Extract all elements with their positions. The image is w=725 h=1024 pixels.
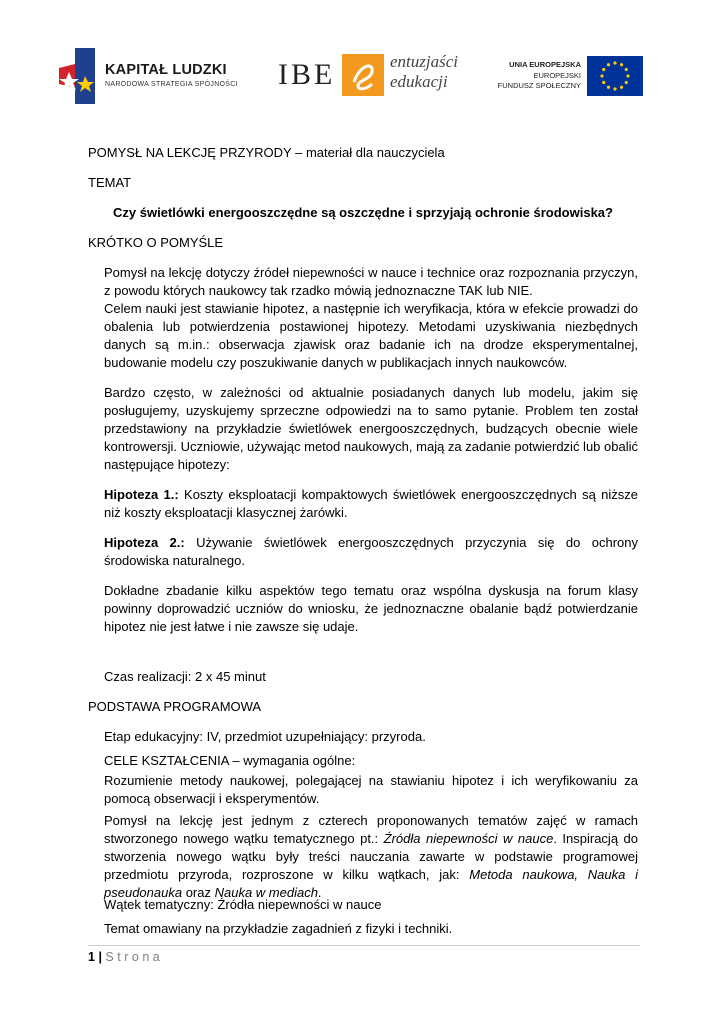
hypothesis-1-label: Hipoteza 1.: xyxy=(104,487,179,502)
eu-line-3: FUNDUSZ SPOŁECZNY xyxy=(497,81,581,90)
hypothesis-1 xyxy=(104,486,638,522)
eu-flag-icon xyxy=(587,56,643,96)
eu-star-icon xyxy=(607,63,610,66)
paragraph-6 xyxy=(104,812,638,902)
eu-star-icon xyxy=(613,61,616,64)
eu-star-icon xyxy=(600,74,603,77)
watek-tematyczny: Wątek tematyczny: Źródła niepewności w nauce xyxy=(104,897,382,912)
eu-star-icon xyxy=(613,87,616,90)
footer-separator: | xyxy=(98,950,102,964)
kapital-ludzki-logo xyxy=(55,46,240,106)
paragraph-3: Bardzo często, w zależności od aktualnie posiadanych danych lub modelu, jakim się posługujemy, uzyskujemy sprzeczne odpowiedzi na to samo pytanie. Problem ten został przedstawiony na przykładzie świetlówek energooszczędnych, budzących obecnie wiele kontrowersji. Uczniowie, używając metod naukowych, mają za zadanie potwierdzić lub obalić następujące hipotezy: xyxy=(104,385,638,472)
eu-star-icon xyxy=(625,81,628,84)
eu-star-icon xyxy=(626,74,629,77)
p6-part-a: Pomysł na lekcję jest jednym z czterech proponowanych tematów zajęć w ramach stworzonego nowego wątku tematycznego pt.: xyxy=(104,813,638,846)
cele-ksztalcenia: CELE KSZTAŁCENIA – wymagania ogólne: xyxy=(104,753,356,768)
eu-logo xyxy=(488,46,643,106)
eu-star-icon xyxy=(607,86,610,89)
hypothesis-2 xyxy=(104,534,638,570)
page-header xyxy=(0,40,725,110)
podstawa-label: PODSTAWA PROGRAMOWA xyxy=(88,699,262,714)
page-word: Strona xyxy=(105,950,164,964)
p6-italic-2: Metoda naukowa, Nauka i pseudonauka xyxy=(104,867,639,900)
ibe-word-1: entuzjaści xyxy=(390,52,458,71)
eu-star-icon xyxy=(620,63,623,66)
etap-edukacyjny: Etap edukacyjny: IV, przedmiot uzupełniający: przyroda. xyxy=(104,729,426,744)
eu-star-icon xyxy=(602,68,605,71)
paragraph-4: Dokładne zbadanie kilku aspektów tego tematu oraz wspólna dyskusja na forum klasy powinny doprowadzić uczniów do wniosku, że jednoznaczne obalanie bądź potwierdzanie hipotez nie jest łatwe i nie zawsze się udaje. xyxy=(104,583,638,634)
paragraph-2: Celem nauki jest stawianie hipotez, a następnie ich weryfikacja, która w efekcie prowadzi do obalenia lub potwierdzenia postawionej hipotezy. Metodami uzyskiwania niezbędnych danych są m.in.: obserwacja zjawisk oraz badanie ich na drodze eksperymentalnej, budowanie modelu czy poszukiwanie danych w publikacjach innych naukowców. xyxy=(104,301,638,370)
p6-italic-3: Nauka w mediach xyxy=(214,885,318,900)
p6-part-b: . Inspiracją do stworzenia nowego wątku były treści nauczania zawarte w podstawie programowej przedmiotu przyroda, rozproszone w kilku wątkach, jak: xyxy=(104,831,638,882)
eu-star-icon xyxy=(625,68,628,71)
ibe-logo xyxy=(278,48,468,108)
krotko-label: KRÓTKO O POMYŚLE xyxy=(88,235,224,250)
document-heading: POMYSŁ NA LEKCJĘ PRZYRODY – materiał dla nauczyciela xyxy=(88,145,445,160)
eu-star-icon xyxy=(620,86,623,89)
page-footer xyxy=(88,950,163,964)
footer-divider xyxy=(88,945,640,946)
hypothesis-1-text: Koszty eksploatacji kompaktowych świetlówek energooszczędnych są niższe niż koszty eksploatacji klasycznej żarówki. xyxy=(104,487,638,520)
eu-line-1: UNIA EUROPEJSKA xyxy=(509,60,581,69)
czas-realizacji: Czas realizacji: 2 x 45 minut xyxy=(104,669,266,684)
ibe-abbr: IBE xyxy=(278,58,336,91)
temat-label: TEMAT xyxy=(88,175,132,190)
paragraph-1: Pomysł na lekcję dotyczy źródeł niepewności w nauce i technice oraz rozpoznania przyczyn, z powodu których naukowcy tak rzadko mówią jednoznaczne TAK lub NIE. xyxy=(104,265,638,298)
hypothesis-2-text: Używanie świetlówek energooszczędnych przyczynia się do ochrony środowiska naturalnego. xyxy=(104,535,638,568)
paragraph-5: Rozumienie metody naukowej, polegającej na stawianiu hipotez i ich weryfikowaniu za pomocą obserwacji i eksperymentów. xyxy=(104,773,638,806)
hypothesis-2-label: Hipoteza 2.: xyxy=(104,535,185,550)
temat-omawiany: Temat omawiany na przykładzie zagadnień z fizyki i techniki. xyxy=(104,921,453,936)
p6-part-c: oraz xyxy=(182,885,215,900)
page-number: 1 xyxy=(88,950,95,964)
p6-italic-1: Źródła niepewności w nauce xyxy=(383,831,554,846)
eu-line-2: EUROPEJSKI xyxy=(533,71,581,80)
p6-part-d: . xyxy=(317,885,322,900)
kapital-ludzki-emblem-icon xyxy=(55,46,103,106)
kapital-ludzki-title: KAPITAŁ LUDZKI xyxy=(105,62,227,78)
ibe-e-icon xyxy=(342,54,384,96)
kapital-ludzki-subtitle: NARODOWA STRATEGIA SPÓJNOŚCI xyxy=(105,81,238,88)
eu-star-icon xyxy=(602,81,605,84)
lesson-topic: Czy świetlówki energooszczędne są oszczędne i sprzyjają ochronie środowiska? xyxy=(113,205,613,220)
ibe-word-2: edukacji xyxy=(390,72,448,91)
